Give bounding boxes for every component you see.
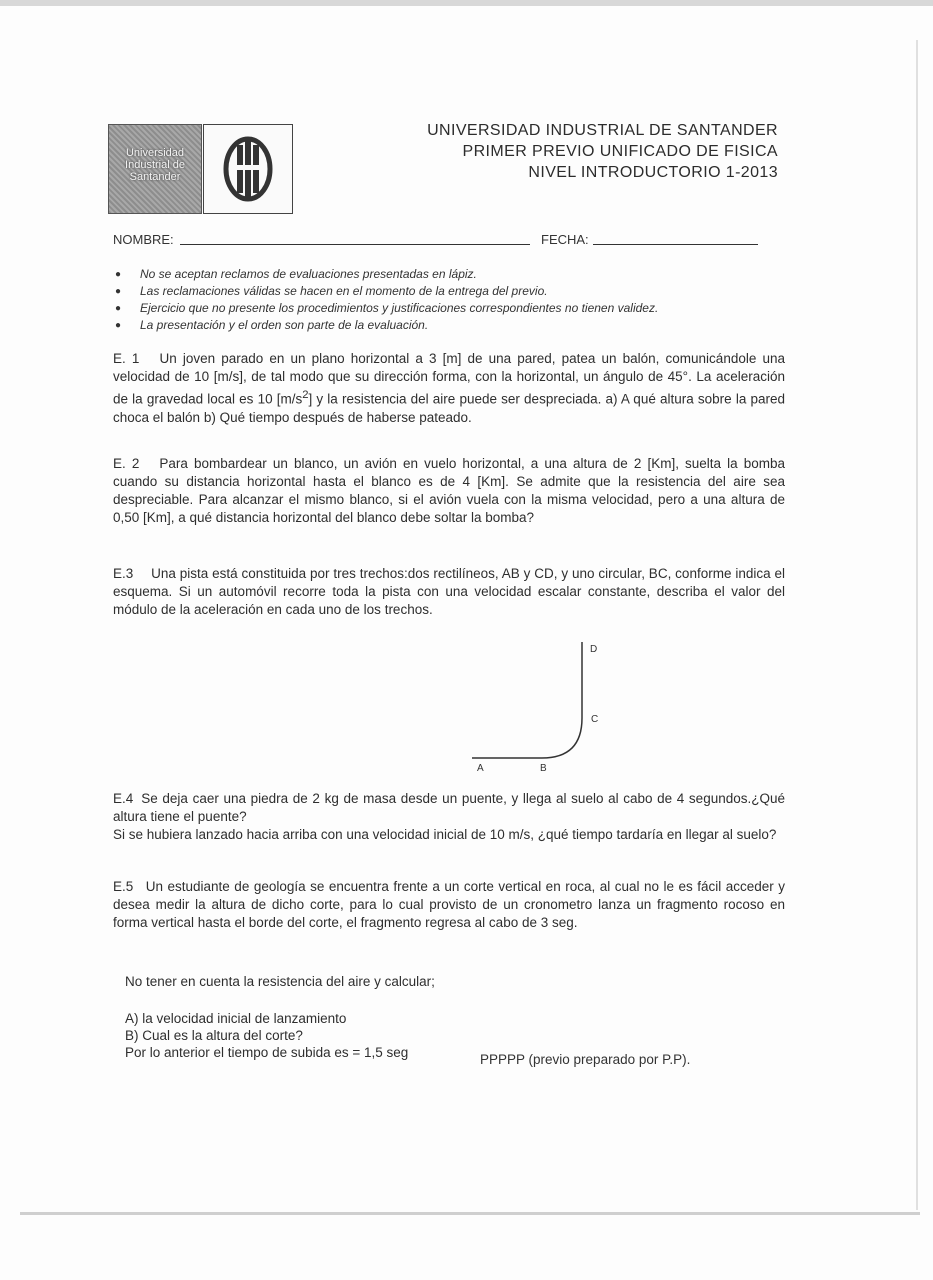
- header-level: NIVEL INTRODUCTORIO 1-2013: [528, 164, 778, 181]
- nombre-label: NOMBRE:: [113, 232, 174, 247]
- exercise-2-text: Para bombardear un blanco, un avión en vuelo horizontal, a una altura de 2 [Km], suelta la bomba cuando su distancia horizontal hasta el blanco es de 4 [Km]. Se admite que la resistencia del aire sea despreciable. Para alcanzar el mismo blanco, si el avión vuela con la misma velocidad, pero a una altura de 0,50 [Km], a qué distancia horizontal del blanco debe soltar la bomba?: [113, 456, 785, 525]
- exercise-3-tag: E.3: [113, 566, 134, 581]
- rule-item: ● No se aceptan reclamos de evaluaciones presentadas en lápiz.: [115, 267, 477, 281]
- bullet-icon: ●: [115, 286, 122, 297]
- exercise-4-part-1: [113, 790, 785, 826]
- uis-emblem-icon: [204, 125, 292, 213]
- scan-top-edge: [0, 0, 933, 6]
- scan-right-edge: [916, 40, 918, 1210]
- logo-text: [109, 147, 201, 183]
- scan-bottom-edge: [20, 1212, 920, 1215]
- logo-line-3: Santander: [129, 171, 181, 183]
- fecha-field[interactable]: [593, 244, 758, 245]
- bullet-icon: ●: [115, 269, 122, 280]
- exercise-5-note: No tener en cuenta la resistencia del aire y calcular;: [125, 974, 435, 989]
- exercise-3-text: Una pista está constituida por tres trechos:dos rectilíneos, AB y CD, y uno circular, BC, conforme indica el esquema. Si un automóvil recorre toda la pista con una velocidad escalar constante, describa el valor del módulo de la aceleración en cada uno de los trechos.: [113, 566, 785, 617]
- exercise-5-question-a: A) la velocidad inicial de lanzamiento: [125, 1011, 347, 1026]
- header-university: UNIVERSIDAD INDUSTRIAL DE SANTANDER: [427, 122, 778, 139]
- rule-item: ● La presentación y el orden son parte de la evaluación.: [115, 318, 429, 332]
- exercise-4: [113, 790, 785, 844]
- header-exam-title: PRIMER PREVIO UNIFICADO DE FISICA: [462, 143, 778, 160]
- nombre-field[interactable]: [180, 244, 530, 245]
- uis-emblem: [203, 124, 293, 214]
- fecha-label: FECHA:: [541, 232, 589, 247]
- exercise-5: [113, 878, 785, 932]
- exercise-3: [113, 565, 785, 619]
- exercise-5-question-c: Por lo anterior el tiempo de subida es = 1,5 seg: [125, 1045, 409, 1060]
- exercise-2-tag: E. 2: [113, 456, 140, 471]
- rules-list: [113, 266, 793, 334]
- rule-item: ● Ejercicio que no presente los procedimientos y justificaciones correspondientes no tienen validez.: [115, 301, 659, 315]
- exercise-5-tag: E.5: [113, 879, 134, 894]
- exercise-2: [113, 455, 785, 527]
- exercise-5-question-b: B) Cual es la altura del corte?: [125, 1028, 303, 1043]
- label-a: A: [477, 763, 484, 774]
- label-d: D: [590, 644, 598, 655]
- bullet-icon: ●: [115, 303, 122, 314]
- exercise-4-tag: E.4: [113, 791, 134, 806]
- bullet-icon: ●: [115, 320, 122, 331]
- exercise-1-text-b: ] y la resistencia del aire puede ser despreciada. a) A qué altura sobre la pared choca el balón b) Qué tiempo después de haberse pateado.: [113, 391, 785, 425]
- exercise-1-text-a: Un joven parado en un plano horizontal a 3 [m] de una pared, patea un balón, comunicándole una velocidad de 10 [m/s], de tal modo que su dirección forma, con la horizontal, un ángulo de 45°. La aceleración de la gravedad local es 10 [m/s: [113, 351, 785, 407]
- exercise-1: [113, 350, 785, 427]
- logo-line-1: Universidad: [125, 147, 185, 159]
- logo-line-2: Industrial de: [125, 159, 185, 171]
- rule-item: ● Las reclamaciones válidas se hacen en el momento de la entrega del previo.: [115, 284, 548, 298]
- label-b: B: [540, 763, 547, 774]
- exercise-1-sup: 2: [302, 389, 309, 401]
- label-c: C: [591, 714, 599, 725]
- exercise-4-text-1: Se deja caer una piedra de 2 kg de masa desde un puente, y llega al suelo al cabo de 4 segundos.¿Qué altura tiene el puente?: [113, 791, 785, 824]
- exercise-5-text: Un estudiante de geología se encuentra frente a un corte vertical en roca, al cual no le es fácil acceder y desea medir la altura de dicho corte, para lo cual provisto de un cronometro lanza un fragmento rocoso en forma vertical hasta el borde del corte, el fragmento regresa al cabo de 3 seg.: [113, 879, 785, 930]
- exercise-4-text-2: Si se hubiera lanzado hacia arriba con una velocidad inicial de 10 m/s, ¿qué tiempo tardaría en llegar al suelo?: [113, 827, 777, 842]
- track-diagram: [470, 640, 630, 775]
- exam-header: [427, 120, 778, 183]
- exercise-1-tag: E. 1: [113, 351, 140, 366]
- university-logo: [108, 124, 202, 214]
- segment-bc: [542, 718, 582, 758]
- footer-note: PPPPP (previo preparado por P.P).: [480, 1052, 691, 1067]
